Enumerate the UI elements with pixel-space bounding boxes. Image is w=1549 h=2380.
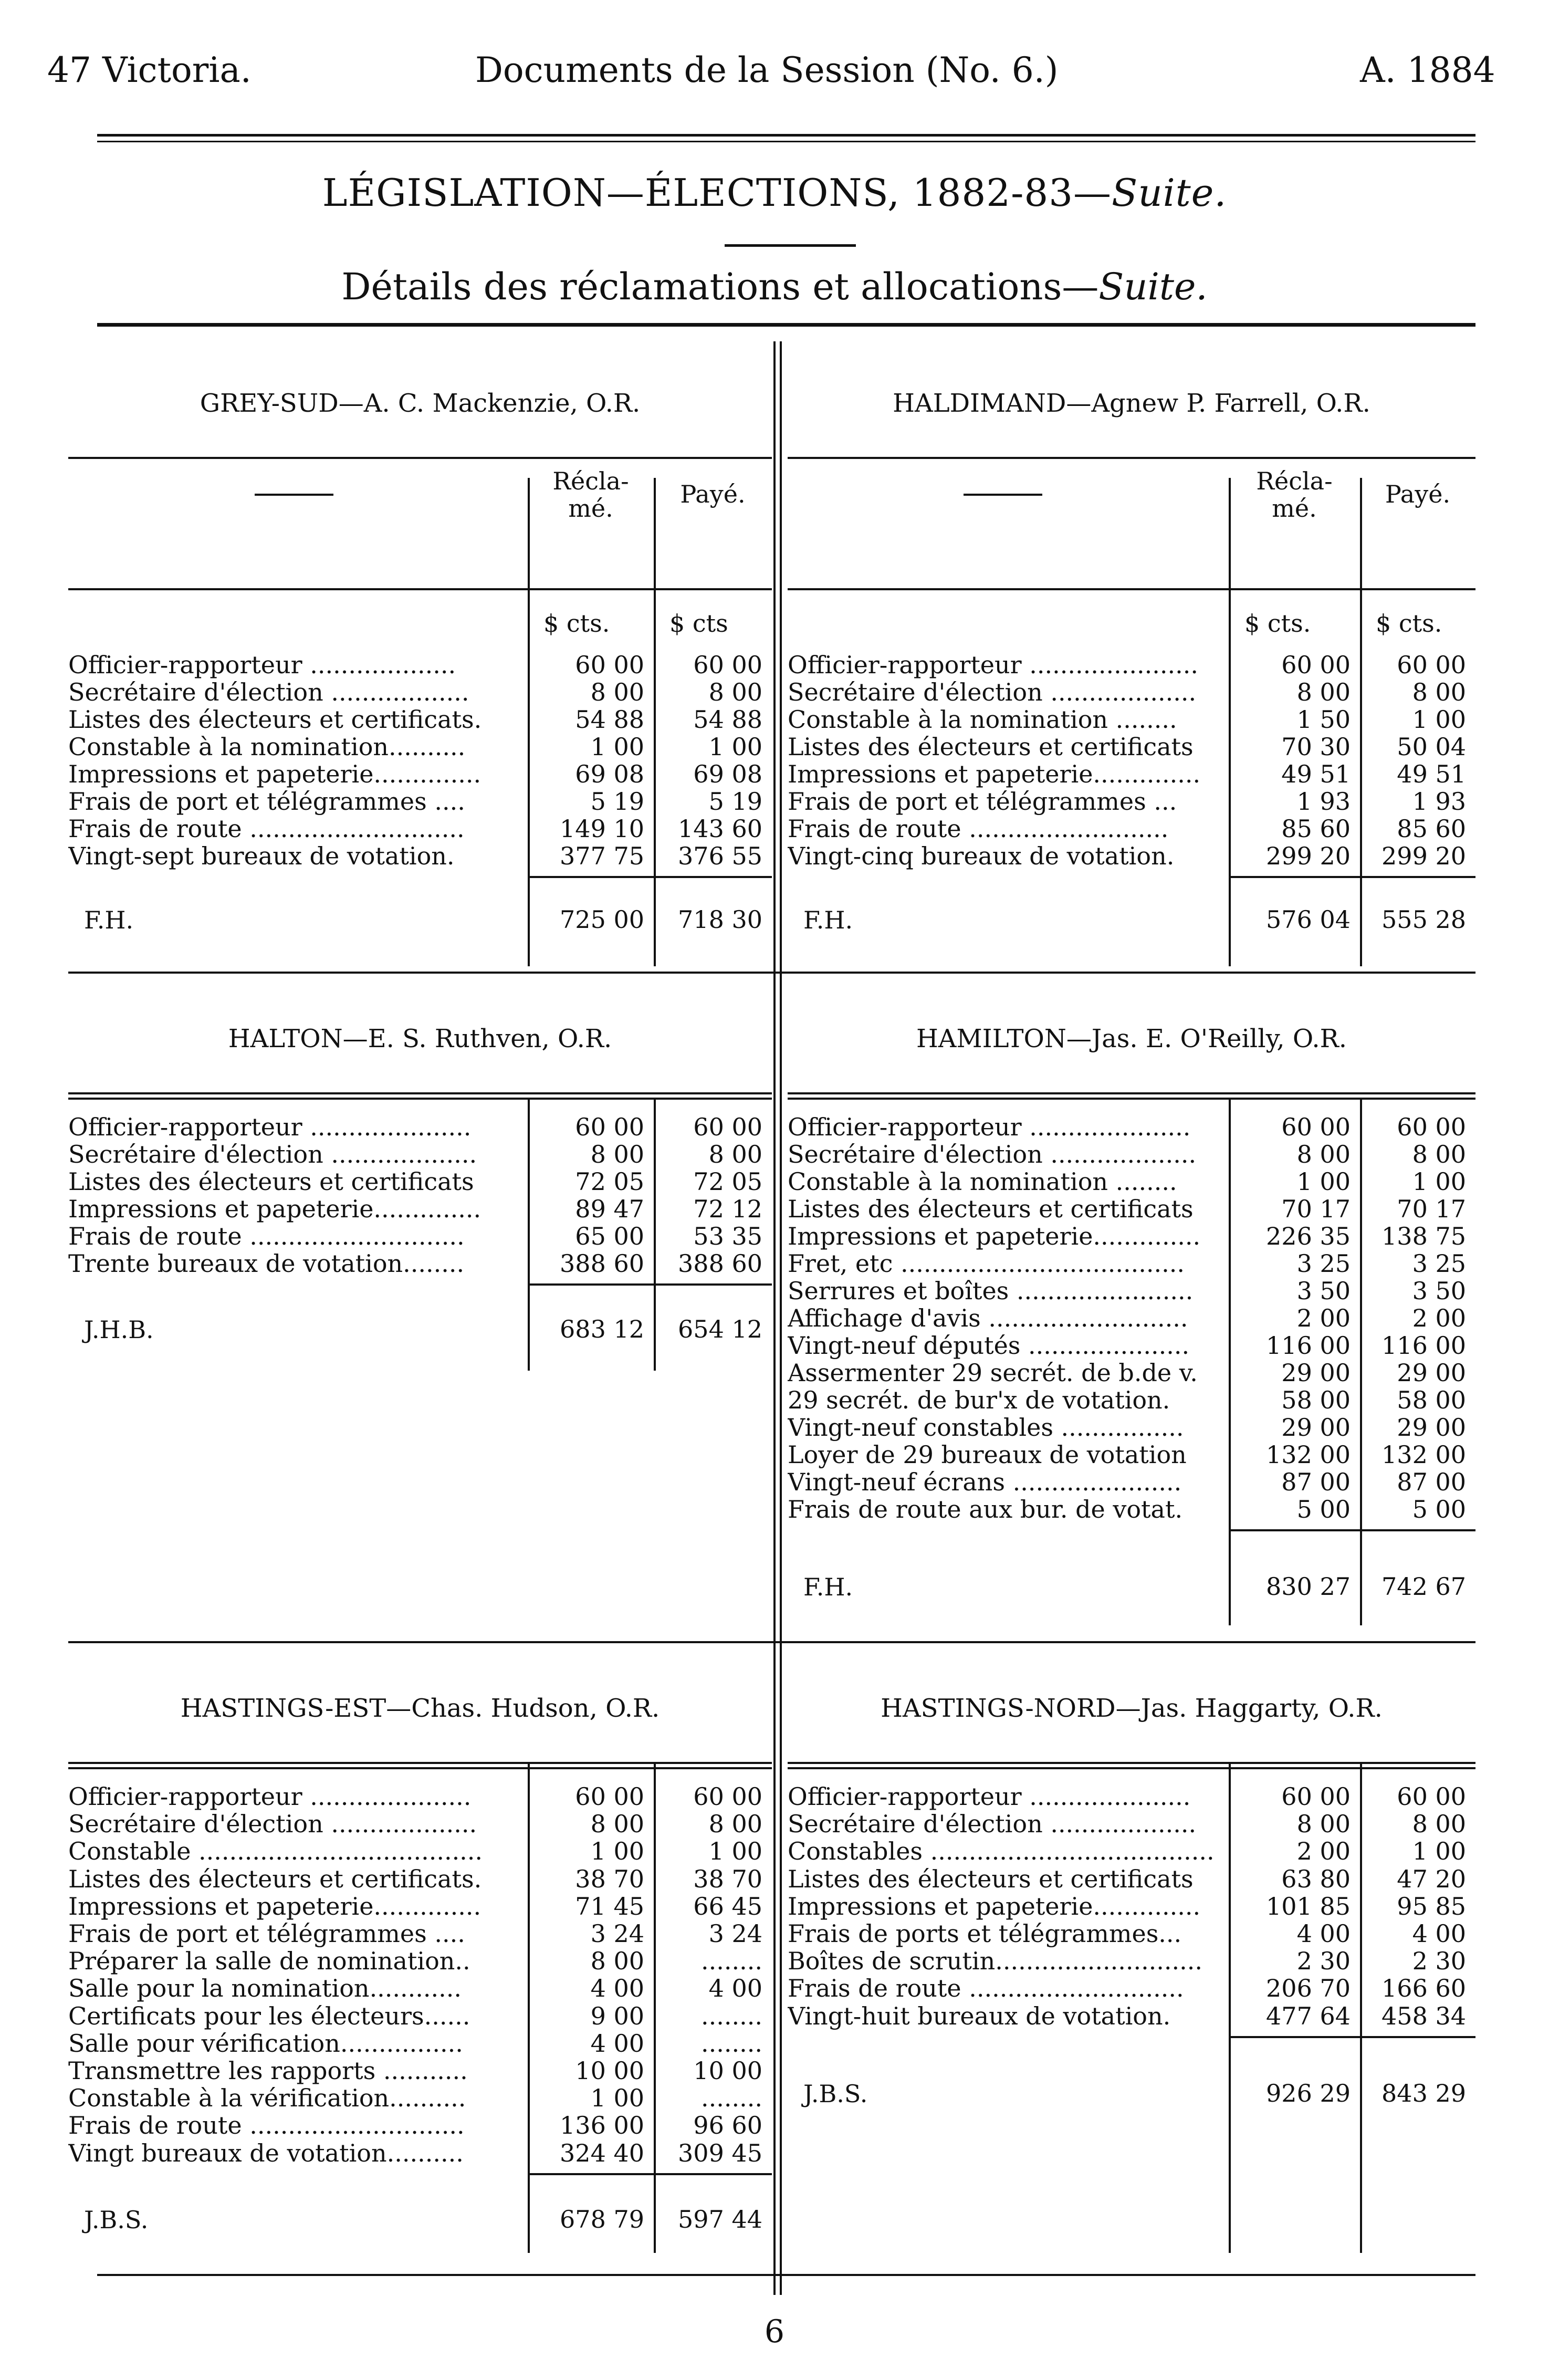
table-row-paid: ........ [701,2029,762,2058]
table-row-claimed: 299 20 [1266,842,1351,870]
section-initials: J.H.B. [84,1316,154,1344]
table-row-paid: 2 00 [1412,1304,1466,1332]
title-suite: Suite. [1112,171,1227,215]
table-row-paid: 69 08 [693,760,762,788]
table-row-paid: 166 60 [1381,1974,1466,2003]
subtitle-main: Détails des réclamations et allocations— [341,265,1099,308]
table-row-paid: 60 00 [693,651,762,679]
sep-rule-1 [68,972,1475,974]
table-row-label: Officier-rapporteur ..................... [788,1783,1191,1810]
table-row-paid: 376 55 [678,842,762,870]
table-row-paid: 1 00 [1412,705,1466,734]
table-row-label: Constables ..................................... [788,1838,1215,1865]
table-row-label: Secrétaire d'élection ................... [68,1141,477,1168]
total-paid: 843 29 [1381,2079,1466,2107]
section-initials: F.H. [84,906,134,934]
cts-claimed: $ cts. [543,609,610,638]
section-initials: J.B.S. [84,2206,149,2234]
table-row-paid: 29 00 [1397,1413,1466,1442]
table-row-claimed: 29 00 [1281,1359,1351,1387]
table-row-claimed: 70 30 [1281,733,1351,761]
table-row-claimed: 10 00 [575,2057,644,2085]
table-row-paid: 4 00 [708,1974,762,2003]
total-paid: 742 67 [1381,1572,1466,1601]
bottom-rule [97,2274,1475,2276]
table-row-label: Frais de port et télégrammes .... [68,788,465,815]
table-row-label: Vingt-cinq bureaux de votation. [788,842,1175,870]
table-row-label: Impressions et papeterie.............. [788,760,1201,788]
table-row-label: Impressions et papeterie.............. [68,1892,482,1920]
table-row-paid: 1 00 [708,733,762,761]
table-row-label: Listes des électeurs et certificats. [68,706,482,733]
heavy-rule [97,323,1475,327]
table-row-paid: 49 51 [1397,760,1466,788]
table-row-claimed: 1 00 [590,733,644,761]
table-row-claimed: 1 00 [1296,1167,1351,1196]
table-row-label: Trente bureaux de votation........ [68,1250,465,1277]
table-row-paid: ........ [701,2001,762,2030]
table-row-label: Officier-rapporteur ................... [68,651,456,678]
table-row-label: Vingt-neuf écrans ...................... [788,1468,1182,1496]
table-row-paid: 309 45 [678,2138,762,2167]
table-row-claimed: 60 00 [1281,1782,1351,1811]
table-row-label: Secrétaire d'élection ................... [788,1810,1197,1838]
header-right: A. 1884 [1360,50,1495,90]
total-rule [1229,2036,1475,2038]
table-row-label: Vingt-neuf constables ................ [788,1414,1184,1441]
cts-paid: $ cts. [1376,609,1442,638]
table-row-claimed: 5 00 [1296,1495,1351,1523]
table-row-claimed: 54 88 [575,705,644,734]
total-claimed: 725 00 [560,905,644,934]
table-row-claimed: 377 75 [560,842,644,870]
total-rule [1229,876,1475,878]
table-row-paid: 458 34 [1381,2001,1466,2030]
table-row-paid: 8 00 [1412,1140,1466,1168]
table-row-label: Vingt-neuf députés ..................... [788,1332,1190,1359]
table-row-label: Impressions et papeterie.............. [788,1892,1201,1920]
table-row-label: Fret, etc ..................................... [788,1250,1185,1277]
column-header-rule [68,588,772,590]
table-row-label: Listes des électeurs et certificats [788,1865,1194,1893]
table-row-claimed: 136 00 [560,2111,644,2140]
table-row-label: Assermenter 29 secrét. de b.de v. [788,1359,1198,1386]
table-row-claimed: 69 08 [575,760,644,788]
table-row-paid: 1 00 [708,1837,762,1866]
table-row-label: Frais de route ............................ [68,1223,465,1250]
table-row-paid: 60 00 [1397,1782,1466,1811]
column-claimed-header: Récla- mé. [552,467,629,523]
table-row-claimed: 388 60 [560,1249,644,1278]
section-title-rule [68,1092,772,1094]
header-dash [964,494,1042,496]
table-row-label: Salle pour vérification................ [68,2029,463,2057]
table-row-label: Listes des électeurs et certificats [788,1195,1194,1223]
section-title: HASTINGS-EST—Chas. Hudson, O.R. [180,1694,660,1723]
table-row-claimed: 87 00 [1281,1468,1351,1496]
table-row-paid: 3 25 [1412,1249,1466,1278]
table-row-claimed: 1 50 [1296,705,1351,734]
table-row-label: Frais de route aux bur. de votat. [788,1496,1183,1523]
table-row-label: Secrétaire d'élection ................... [68,1810,477,1838]
total-paid: 654 12 [678,1315,762,1343]
table-row-claimed: 8 00 [1296,678,1351,706]
section-head-rule [68,1098,772,1100]
table-row-claimed: 8 00 [590,1140,644,1168]
table-row-paid: 299 20 [1381,842,1466,870]
table-row-paid: 3 50 [1412,1277,1466,1305]
table-row-claimed: 132 00 [1266,1440,1351,1469]
total-claimed: 830 27 [1266,1572,1351,1601]
table-row-paid: 38 70 [693,1864,762,1893]
table-row-claimed: 4 00 [1296,1919,1351,1948]
table-row-claimed: 65 00 [575,1222,644,1250]
total-claimed: 926 29 [1266,2079,1351,2107]
double-rule-top [97,134,1475,137]
table-row-claimed: 71 45 [575,1892,644,1920]
table-row-paid: ........ [701,2084,762,2113]
table-row-paid: 132 00 [1381,1440,1466,1469]
table-row-claimed: 116 00 [1266,1331,1351,1360]
table-row-label: Frais de route ............................ [68,815,465,842]
table-row-paid: 66 45 [693,1892,762,1920]
table-row-claimed: 60 00 [575,651,644,679]
column-claimed-header: Récla- mé. [1256,467,1333,523]
table-row-paid: 8 00 [708,1140,762,1168]
table-row-paid: 8 00 [1412,678,1466,706]
table-row-label: Salle pour la nomination............ [68,1975,462,2002]
sep-rule-2 [68,1641,1475,1643]
title-rule [725,244,856,247]
table-row-claimed: 3 25 [1296,1249,1351,1278]
table-row-paid: 47 20 [1397,1864,1466,1893]
table-row-label: Boîtes de scrutin........................... [788,1947,1203,1975]
table-row-paid: 72 12 [693,1195,762,1223]
table-row-claimed: 2 30 [1296,1947,1351,1976]
page-number: 6 [764,2313,785,2350]
table-row-claimed: 58 00 [1281,1386,1351,1414]
table-row-label: Impressions et papeterie.............. [788,1223,1201,1250]
table-row-claimed: 1 00 [590,2084,644,2113]
table-row-label: Vingt-huit bureaux de votation. [788,2002,1171,2030]
table-row-claimed: 3 24 [590,1919,644,1948]
table-row-label: Officier-rapporteur ..................... [788,1113,1191,1141]
total-rule [528,2173,772,2175]
table-row-paid: 54 88 [693,705,762,734]
table-row-label: Vingt-sept bureaux de votation. [68,842,455,870]
table-row-label: Listes des électeurs et certificats. [68,1865,482,1893]
section-title: HASTINGS-NORD—Jas. Haggarty, O.R. [881,1694,1383,1723]
table-row-claimed: 2 00 [1296,1837,1351,1866]
table-row-paid: 8 00 [708,678,762,706]
table-row-paid: 116 00 [1381,1331,1466,1360]
total-claimed: 576 04 [1266,905,1351,934]
total-claimed: 678 79 [560,2205,644,2233]
table-row-label: Secrétaire d'élection .................. [68,678,469,706]
section-initials: F.H. [803,906,853,934]
table-row-label: Serrures et boîtes ....................... [788,1277,1194,1304]
section-title-rule [68,457,772,459]
table-row-paid: 1 00 [1412,1837,1466,1866]
center-divider-a [773,341,776,2295]
table-row-claimed: 477 64 [1266,2001,1351,2030]
table-row-claimed: 29 00 [1281,1413,1351,1442]
table-row-label: Frais de port et télégrammes .... [68,1920,465,1947]
table-row-paid: 5 19 [708,787,762,816]
section-head-rule [788,1098,1475,1100]
table-row-claimed: 60 00 [1281,1113,1351,1141]
table-row-claimed: 60 00 [1281,651,1351,679]
column-paid-header: Payé. [680,480,746,508]
table-row-claimed: 101 85 [1266,1892,1351,1920]
table-row-paid: 1 00 [1412,1167,1466,1196]
table-row-label: Impressions et papeterie.............. [68,760,482,788]
double-rule-bottom [97,141,1475,142]
table-row-paid: 8 00 [1412,1810,1466,1839]
table-row-claimed: 2 00 [1296,1304,1351,1332]
table-row-claimed: 63 80 [1281,1864,1351,1893]
table-row-label: Vingt bureaux de votation.......... [68,2139,464,2167]
section-title: HALTON—E. S. Ruthven, O.R. [228,1024,612,1053]
table-row-label: 29 secrét. de bur'x de votation. [788,1386,1170,1414]
table-row-label: Constable à la nomination ........ [788,1168,1177,1195]
table-row-label: Secrétaire d'élection ................... [788,1141,1197,1168]
table-row-label: Listes des électeurs et certificats [788,733,1194,760]
section-title-rule [68,1762,772,1764]
table-row-paid: 5 00 [1412,1495,1466,1523]
section-head-rule [788,1767,1475,1769]
table-row-claimed: 4 00 [590,1974,644,2003]
table-row-label: Impressions et papeterie.............. [68,1195,482,1223]
table-row-paid: 8 00 [708,1810,762,1839]
table-row-label: Listes des électeurs et certificats [68,1168,474,1195]
subtitle-suite: Suite. [1098,265,1208,308]
table-row-paid: 60 00 [1397,651,1466,679]
column-paid-header: Payé. [1385,480,1451,508]
table-row-claimed: 8 00 [590,1810,644,1839]
table-row-claimed: 8 00 [1296,1140,1351,1168]
table-row-paid: 60 00 [693,1782,762,1811]
table-row-paid: 95 85 [1397,1892,1466,1920]
table-row-claimed: 49 51 [1281,760,1351,788]
table-row-label: Secrétaire d'élection ................... [788,678,1197,706]
table-row-paid: 60 00 [693,1113,762,1141]
table-row-label: Constable à la nomination ........ [788,706,1177,733]
table-row-paid: 87 00 [1397,1468,1466,1496]
subtitle [0,265,1549,308]
section-title-rule [788,457,1475,459]
table-row-paid: 60 00 [1397,1113,1466,1141]
table-row-paid: ........ [701,1947,762,1976]
table-row-label: Affichage d'avis .......................... [788,1304,1188,1332]
table-row-label: Constable ..................................... [68,1838,483,1865]
table-row-label: Officier-rapporteur ..................... [68,1113,472,1141]
table-row-claimed: 324 40 [560,2138,644,2167]
total-paid: 555 28 [1381,905,1466,934]
table-row-paid: 3 24 [708,1919,762,1948]
table-row-claimed: 8 00 [590,1947,644,1976]
table-row-label: Frais de ports et télégrammes... [788,1920,1182,1947]
table-row-label: Loyer de 29 bureaux de votation [788,1441,1187,1468]
center-divider-b [780,341,782,2295]
section-initials: F.H. [803,1573,853,1601]
table-row-paid: 29 00 [1397,1359,1466,1387]
table-row-paid: 4 00 [1412,1919,1466,1948]
table-row-claimed: 89 47 [575,1195,644,1223]
title-main: LÉGISLATION—ÉLECTIONS, 1882-83— [322,171,1112,215]
table-row-paid: 50 04 [1397,733,1466,761]
table-row-paid: 143 60 [678,815,762,843]
column-header-rule [788,588,1475,590]
section-head-rule [68,1767,772,1769]
total-claimed: 683 12 [560,1315,644,1343]
table-row-label: Officier-rapporteur ..................... [68,1783,472,1810]
cts-claimed: $ cts. [1244,609,1311,638]
section-title: GREY-SUD—A. C. Mackenzie, O.R. [200,389,641,418]
table-row-claimed: 60 00 [575,1782,644,1811]
table-row-claimed: 5 19 [590,787,644,816]
table-row-claimed: 60 00 [575,1113,644,1141]
table-row-paid: 10 00 [693,2057,762,2085]
table-row-paid: 2 30 [1412,1947,1466,1976]
table-row-label: Constable à la nomination.......... [68,733,466,760]
section-title: HAMILTON—Jas. E. O'Reilly, O.R. [916,1024,1347,1053]
table-row-label: Préparer la salle de nomination.. [68,1947,470,1975]
section-title-rule [788,1762,1475,1764]
table-row-paid: 85 60 [1397,815,1466,843]
table-row-claimed: 8 00 [590,678,644,706]
total-rule [528,1283,772,1286]
table-row-claimed: 149 10 [560,815,644,843]
table-row-label: Frais de port et télégrammes ... [788,788,1177,815]
page-title [0,171,1549,215]
table-row-claimed: 9 00 [590,2001,644,2030]
table-row-claimed: 1 93 [1296,787,1351,816]
table-row-paid: 388 60 [678,1249,762,1278]
header-left: 47 Victoria. [47,50,252,90]
table-row-label: Officier-rapporteur ...................... [788,651,1198,678]
header-dash [255,494,333,496]
table-row-paid: 138 75 [1381,1222,1466,1250]
table-row-label: Certificats pour les électeurs...... [68,2002,470,2030]
table-row-label: Frais de route .......................... [788,815,1169,842]
table-row-label: Transmettre les rapports ........... [68,2057,468,2084]
table-row-claimed: 85 60 [1281,815,1351,843]
table-row-label: Frais de route ............................ [68,2112,465,2139]
table-row-claimed: 4 00 [590,2029,644,2058]
table-row-claimed: 206 70 [1266,1974,1351,2003]
table-row-paid: 70 17 [1397,1195,1466,1223]
section-title-rule [788,1092,1475,1094]
table-row-claimed: 8 00 [1296,1810,1351,1839]
table-row-claimed: 226 35 [1266,1222,1351,1250]
section-initials: J.B.S. [803,2080,868,2108]
table-row-claimed: 3 50 [1296,1277,1351,1305]
table-row-paid: 58 00 [1397,1386,1466,1414]
table-row-paid: 53 35 [693,1222,762,1250]
table-row-claimed: 70 17 [1281,1195,1351,1223]
table-row-label: Frais de route ............................ [788,1975,1184,2002]
table-row-label: Constable à la vérification.......... [68,2084,466,2112]
header-center: Documents de la Session (No. 6.) [475,50,1059,90]
cts-paid: $ cts [669,609,728,638]
table-row-paid: 96 60 [693,2111,762,2140]
section-title: HALDIMAND—Agnew P. Farrell, O.R. [893,389,1370,418]
table-row-claimed: 1 00 [590,1837,644,1866]
table-row-claimed: 72 05 [575,1167,644,1196]
table-row-claimed: 38 70 [575,1864,644,1893]
total-rule [528,876,772,878]
total-paid: 597 44 [678,2205,762,2233]
total-paid: 718 30 [678,905,762,934]
table-row-paid: 1 93 [1412,787,1466,816]
total-rule [1229,1529,1475,1531]
table-row-paid: 72 05 [693,1167,762,1196]
